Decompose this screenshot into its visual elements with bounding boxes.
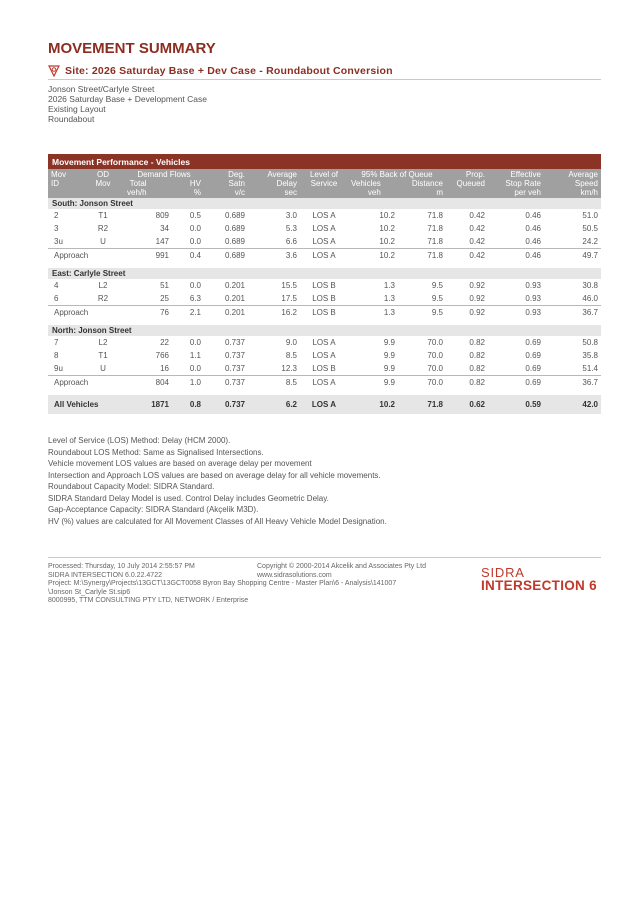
table-cell: L2 — [98, 281, 108, 290]
table-cell: 0.0 — [189, 224, 201, 233]
movement-performance-table — [48, 154, 601, 414]
table-cell: LOS A — [312, 351, 336, 360]
table-cell: 6.2 — [248, 395, 300, 414]
table-cell: 3.0 — [285, 211, 297, 220]
table-cell: 16.2 — [248, 306, 300, 320]
table-cell: 8.5 — [248, 376, 300, 390]
col-header: Deg. Satn v/c — [204, 169, 248, 198]
table-cell: 3.6 — [248, 249, 300, 263]
note-line: Intersection and Approach LOS values are based on average delay for all vehicle movements. — [48, 470, 381, 480]
table-cell: 0.0 — [189, 364, 201, 373]
table-cell: LOS A — [300, 376, 348, 390]
logo-line-2: INTERSECTION 6 — [481, 578, 597, 593]
table-cell: 71.8 — [398, 395, 446, 414]
table-cell: Approach — [48, 306, 124, 320]
table-row — [48, 235, 601, 249]
table-cell: 42.0 — [544, 395, 601, 414]
table-cell: 0.201 — [224, 281, 245, 290]
table-cell: 0.201 — [204, 306, 248, 320]
table-cell: 0.92 — [446, 306, 488, 320]
table-cell: 25 — [160, 294, 169, 303]
table-cell: 50.8 — [582, 338, 598, 347]
table-cell: 0.82 — [469, 364, 485, 373]
table-cell: R2 — [97, 224, 109, 233]
roundabout-triangle-icon — [48, 65, 60, 77]
table-cell: LOS A — [300, 249, 348, 263]
note-line: Level of Service (LOS) Method: Delay (HCM 2000). — [48, 436, 231, 445]
info-line: Roundabout — [48, 114, 95, 124]
table-cell: 6.3 — [189, 294, 201, 303]
note-line: Roundabout LOS Method: Same as Signalised Intersections. — [48, 447, 264, 457]
table-cell: 2 — [54, 211, 59, 220]
table-cell: 30.8 — [582, 281, 598, 290]
table-cell: 10.2 — [379, 224, 395, 233]
col-header: Average Delay sec — [248, 169, 300, 198]
table-cell: L2 — [98, 338, 108, 347]
table-cell: Approach — [48, 249, 124, 263]
table-row — [48, 349, 601, 362]
approach-row — [48, 249, 601, 263]
table-cell: 0.82 — [469, 351, 485, 360]
table-cell: All Vehicles — [48, 395, 124, 414]
table-cell: 0.0 — [189, 338, 201, 347]
table-cell: 991 — [124, 249, 172, 263]
table-cell: 7 — [54, 338, 59, 347]
table-cell: East: Carlyle Street — [48, 268, 601, 279]
table-cell: 0.42 — [469, 224, 485, 233]
table-cell: 70.0 — [427, 351, 443, 360]
table-cell: 3u — [54, 237, 63, 246]
table-cell: 0.69 — [525, 351, 541, 360]
table-cell: 0.42 — [446, 249, 488, 263]
table-row — [48, 336, 601, 349]
table-cell: 0.737 — [224, 364, 245, 373]
table-cell: 0.82 — [446, 376, 488, 390]
table-cell: 16 — [160, 364, 169, 373]
table-cell: 0.689 — [204, 249, 248, 263]
table-cell: T1 — [98, 351, 108, 360]
table-cell: 51.4 — [582, 364, 598, 373]
table-cell: LOS B — [312, 294, 336, 303]
table-cell: LOS A — [312, 224, 336, 233]
table-header-row — [48, 169, 601, 198]
table-cell: 0.92 — [469, 294, 485, 303]
table-cell: 71.8 — [427, 237, 443, 246]
table-cell: 49.7 — [544, 249, 601, 263]
table-cell: 0.689 — [224, 211, 245, 220]
table-cell: 0.4 — [172, 249, 204, 263]
table-cell: 10.2 — [348, 249, 398, 263]
table-cell: 10.2 — [348, 395, 398, 414]
site-heading — [48, 65, 601, 80]
table-cell: 2.1 — [172, 306, 204, 320]
footer-divider — [48, 557, 601, 558]
page-title: MOVEMENT SUMMARY — [48, 40, 216, 57]
table-cell: 6 — [54, 294, 59, 303]
info-line: 2026 Saturday Base + Development Case — [48, 94, 208, 104]
table-cell: 34 — [160, 224, 169, 233]
table-cell: LOS B — [312, 281, 336, 290]
table-cell: North: Jonson Street — [48, 325, 601, 336]
table-cell: U — [100, 364, 106, 373]
table-cell: T1 — [98, 211, 108, 220]
table-cell: 8 — [54, 351, 59, 360]
table-cell: 6.6 — [285, 237, 297, 246]
table-cell: 9u — [54, 364, 63, 373]
logo-line-1: SIDRA — [481, 565, 525, 580]
table-row — [48, 279, 601, 292]
table-cell: 8.5 — [285, 351, 297, 360]
table-cell: 51 — [160, 281, 169, 290]
footer-line: Project: M:\Synergy\Projects\13GCT\13GCT0058 Byron Bay Shopping Centre - Master Plan\6 - Analysis\141007 — [48, 580, 397, 588]
approach-row — [48, 376, 601, 390]
table-cell: 35.8 — [582, 351, 598, 360]
col-header-demand: Demand Flows Total veh/h HV % — [124, 169, 204, 198]
table-cell: 15.5 — [281, 281, 297, 290]
col-header: OD Mov — [82, 169, 124, 198]
table-cell: 0.46 — [525, 224, 541, 233]
table-cell: 17.5 — [281, 294, 297, 303]
footer-line: SIDRA INTERSECTION 6.0.22.4722 — [48, 571, 162, 579]
table-cell: 51.0 — [582, 211, 598, 220]
table-cell: 71.8 — [427, 211, 443, 220]
col-header: Average Speed km/h — [544, 169, 601, 198]
footer-line: \Jonson St_Carlyle St.sip6 — [48, 588, 131, 596]
note-line: Gap-Acceptance Capacity: SIDRA Standard (Akçelik M3D). — [48, 505, 259, 514]
table-row — [48, 292, 601, 306]
footer-line: 8000995, TTM CONSULTING PTY LTD, NETWORK / Enterprise — [48, 597, 249, 605]
table-cell: 9.9 — [383, 351, 395, 360]
table-cell: 0.69 — [525, 364, 541, 373]
table-cell: 0.46 — [525, 211, 541, 220]
section-header-row — [48, 268, 601, 279]
website-link[interactable]: www.sidrasolutions.com — [257, 571, 332, 579]
table-cell: 0.737 — [204, 395, 248, 414]
table-cell: 1.3 — [383, 294, 395, 303]
copyright-text: Copyright © 2000-2014 Akcelik and Associates Pty Ltd — [257, 563, 426, 570]
table-cell: 0.42 — [469, 237, 485, 246]
table-cell: 46.0 — [582, 294, 598, 303]
table-cell: 36.7 — [544, 306, 601, 320]
col-header: Prop. Queued — [446, 169, 488, 198]
table-cell: 9.5 — [398, 306, 446, 320]
site-title: Site: 2026 Saturday Base + Dev Case - Roundabout Conversion — [65, 65, 393, 77]
table-cell: 50.5 — [582, 224, 598, 233]
table-cell: 0.82 — [469, 338, 485, 347]
col-header: Mov ID — [48, 169, 82, 198]
approach-row — [48, 306, 601, 320]
footer-copyright — [257, 563, 426, 580]
col-header: Level of Service — [300, 169, 348, 198]
table-cell: 70.0 — [427, 364, 443, 373]
col-header-queue: 95% Back of Queue Vehicles veh Distance m — [348, 169, 446, 198]
table-cell: 1871 — [124, 395, 172, 414]
table-cell: 0.46 — [525, 237, 541, 246]
table-cell: LOS B — [312, 364, 336, 373]
table-cell: R2 — [97, 294, 109, 303]
table-cell: 0.93 — [525, 294, 541, 303]
table-cell: LOS A — [300, 395, 348, 414]
note-line: Vehicle movement LOS values are based on average delay per movement — [48, 459, 312, 468]
table-cell: 0.69 — [525, 338, 541, 347]
sidra-logo — [481, 566, 597, 593]
table-cell: 71.8 — [398, 249, 446, 263]
table-cell: 9.9 — [383, 364, 395, 373]
table-title: Movement Performance - Vehicles — [48, 154, 601, 169]
table-cell: 36.7 — [544, 376, 601, 390]
table-cell: 12.3 — [281, 364, 297, 373]
table-cell: 9.5 — [431, 294, 443, 303]
section-header-row — [48, 198, 601, 209]
table-cell: 3 — [54, 224, 59, 233]
table-cell: 1.3 — [348, 306, 398, 320]
table-cell: LOS A — [312, 237, 336, 246]
table-cell: 0.737 — [204, 376, 248, 390]
note-line: Roundabout Capacity Model: SIDRA Standard. — [48, 482, 215, 491]
table-cell: LOS B — [300, 306, 348, 320]
col-header: Effective Stop Rate per veh — [488, 169, 544, 198]
table-cell: LOS A — [312, 338, 336, 347]
table-cell: 809 — [155, 211, 169, 220]
table-cell: 0.201 — [224, 294, 245, 303]
table-cell: 0.689 — [224, 237, 245, 246]
table-cell: 0.92 — [469, 281, 485, 290]
table-cell: 0.46 — [488, 249, 544, 263]
info-line: Jonson Street/Carlyle Street — [48, 84, 155, 94]
table-cell: 24.2 — [582, 237, 598, 246]
table-cell: 1.3 — [383, 281, 395, 290]
table-cell: 0.62 — [446, 395, 488, 414]
table-cell: 0.59 — [488, 395, 544, 414]
table-row — [48, 209, 601, 222]
table-cell: 5.3 — [285, 224, 297, 233]
site-info — [48, 84, 207, 124]
table-cell: 9.9 — [348, 376, 398, 390]
table-cell: 70.0 — [427, 338, 443, 347]
table-cell: 0.0 — [189, 237, 201, 246]
table-cell: 4 — [54, 281, 59, 290]
table-cell: 0.737 — [224, 351, 245, 360]
table-cell: 1.1 — [189, 351, 201, 360]
table-cell: 0.93 — [525, 281, 541, 290]
table-cell: 9.0 — [285, 338, 297, 347]
table-cell: 70.0 — [398, 376, 446, 390]
table-cell: 0.737 — [224, 338, 245, 347]
info-line: Existing Layout — [48, 104, 106, 114]
table-cell: South: Jonson Street — [48, 198, 601, 209]
table-cell: 147 — [155, 237, 169, 246]
table-cell: 0.69 — [488, 376, 544, 390]
table-cell: 10.2 — [379, 211, 395, 220]
table-cell: 10.2 — [379, 237, 395, 246]
table-cell: 0.689 — [224, 224, 245, 233]
table-cell: U — [100, 237, 106, 246]
section-header-row — [48, 325, 601, 336]
table-cell: 1.0 — [172, 376, 204, 390]
all-vehicles-row — [48, 395, 601, 414]
table-cell: 0.5 — [189, 211, 201, 220]
table-cell: 0.0 — [189, 281, 201, 290]
table-cell: 0.8 — [172, 395, 204, 414]
table-row — [48, 362, 601, 376]
table-cell: LOS A — [312, 211, 336, 220]
table-cell: Approach — [48, 376, 124, 390]
table-cell: 804 — [124, 376, 172, 390]
table-cell: 9.9 — [383, 338, 395, 347]
notes — [48, 435, 387, 527]
table-cell: 766 — [155, 351, 169, 360]
table-cell: 0.42 — [469, 211, 485, 220]
table-cell: 22 — [160, 338, 169, 347]
table-cell: 9.5 — [431, 281, 443, 290]
note-line: SIDRA Standard Delay Model is used. Control Delay includes Geometric Delay. — [48, 493, 329, 503]
note-line: HV (%) values are calculated for All Movement Classes of All Heavy Vehicle Model Designation. — [48, 516, 387, 526]
table-cell: 0.93 — [488, 306, 544, 320]
table-cell: 76 — [124, 306, 172, 320]
table-cell: 71.8 — [427, 224, 443, 233]
table-row — [48, 222, 601, 235]
footer-line: Processed: Thursday, 10 July 2014 2:55:57 PM — [48, 563, 195, 570]
